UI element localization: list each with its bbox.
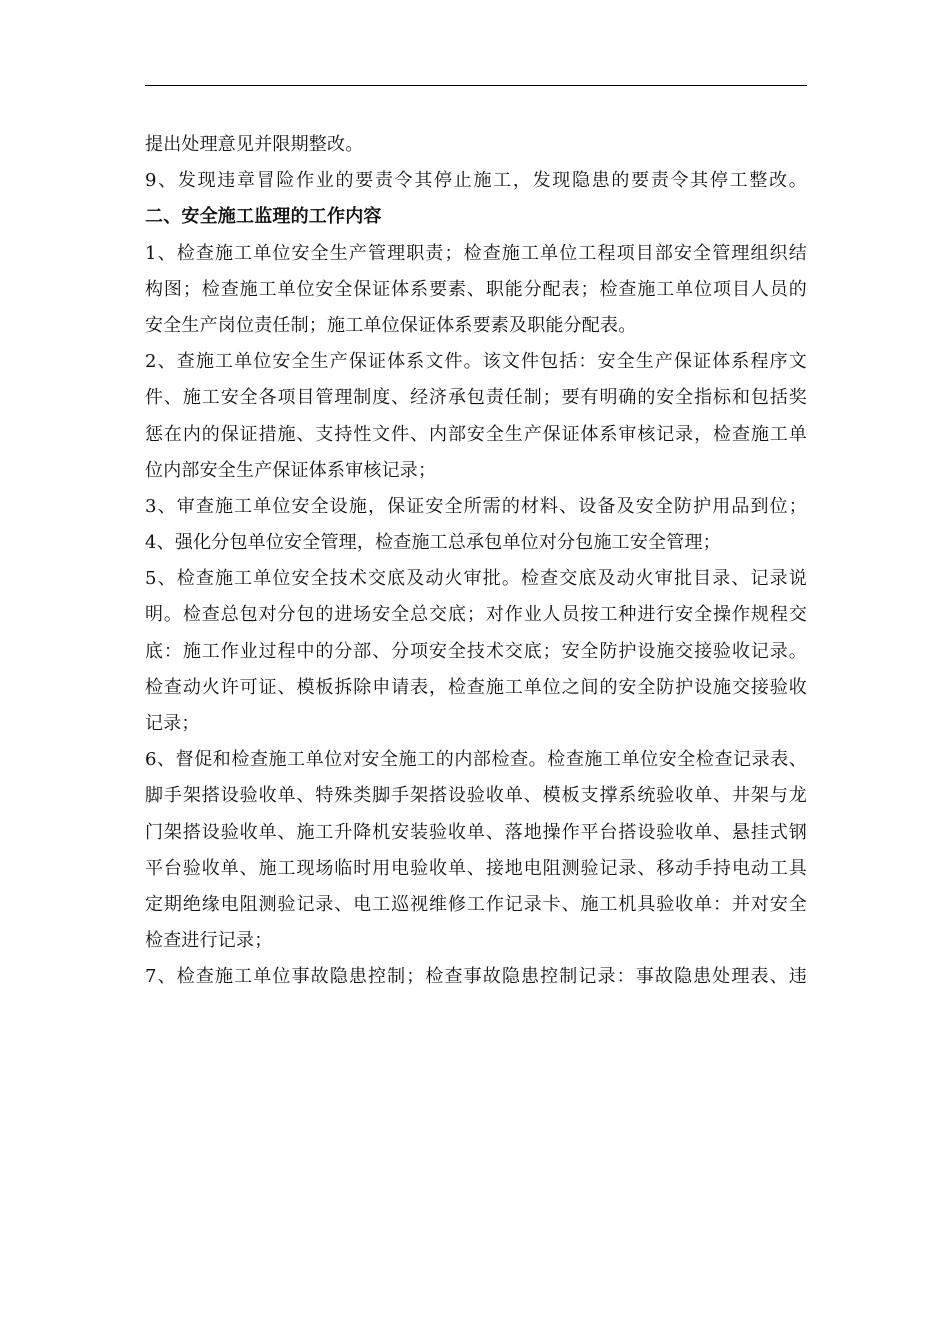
text-line: 6、督促和检查施工单位对安全施工的内部检查。检查施工单位安全检查记录表、	[145, 749, 807, 771]
text-line: 明。检查总包对分包的进场安全总交底；对作业人员按工种进行安全操作规程交	[145, 604, 807, 626]
text-line: 惩在内的保证措施、支持性文件、内部安全生产保证体系审核记录，检查施工单	[145, 423, 807, 445]
text-line: 提出处理意见并限期整改。	[145, 134, 364, 155]
text-line: 7、检查施工单位事故隐患控制；检查事故隐患控制记录：事故隐患处理表、违	[145, 966, 807, 988]
text-line: 定期绝缘电阻测验记录、电工巡视维修工作记录卡、施工机具验收单：并对安全	[145, 893, 807, 915]
text-line: 构图；检查施工单位安全保证体系要素、职能分配表；检查施工单位项目人员的	[145, 278, 807, 300]
text-line: 底：施工作业过程中的分部、分项安全技术交底；安全防护设施交接验收记录。	[145, 640, 807, 662]
text-line: 平台验收单、施工现场临时用电验收单、接地电阻测验记录、移动手持电动工具	[145, 857, 807, 879]
text-line: 件、施工安全各项目管理制度、经济承包责任制；要有明确的安全指标和包括奖	[145, 387, 807, 409]
text-line: 检查动火许可证、模板拆除申请表，检查施工单位之间的安全防护设施交接验收	[145, 676, 807, 698]
body-text	[145, 127, 807, 996]
text-line: 1、检查施工单位安全生产管理职责；检查施工单位工程项目部安全管理组织结	[145, 242, 807, 264]
section-heading: 二、安全施工监理的工作内容	[145, 206, 382, 228]
text-line: 检查进行记录；	[145, 930, 273, 952]
text-line: 位内部安全生产保证体系审核记录；	[145, 459, 437, 481]
text-line: 9、发现违章冒险作业的要责令其停止施工，发现隐患的要责令其停工整改。	[145, 170, 807, 192]
text-line: 安全生产岗位责任制；施工单位保证体系要素及职能分配表。	[145, 314, 637, 336]
text-line: 3、审查施工单位安全设施，保证安全所需的材料、设备及安全防护用品到位；	[145, 495, 807, 517]
header-rule	[145, 85, 807, 86]
text-line: 2、查施工单位安全生产保证体系文件。该文件包括：安全生产保证体系程序文	[145, 351, 807, 373]
text-line: 记录；	[145, 713, 200, 734]
text-line: 5、检查施工单位安全技术交底及动火审批。检查交底及动火审批目录、记录说	[145, 568, 807, 590]
text-line: 脚手架搭设验收单、特殊类脚手架搭设验收单、模板支撑系统验收单、井架与龙	[145, 785, 807, 807]
text-line: 4、强化分包单位安全管理，检查施工总承包单位对分包施工安全管理；	[145, 532, 721, 554]
text-line: 门架搭设验收单、施工升降机安装验收单、落地操作平台搭设验收单、悬挂式钢	[145, 821, 807, 843]
